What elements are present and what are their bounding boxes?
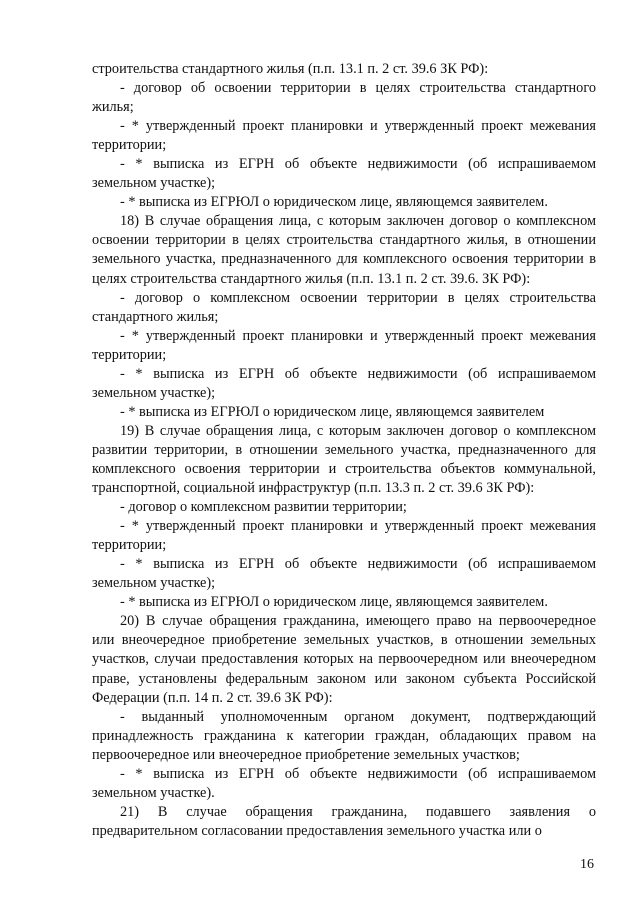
list-item: - * утвержденный проект планировки и утвержденный проект межевания территории;	[92, 327, 596, 363]
list-item: - * утвержденный проект планировки и утвержденный проект межевания территории;	[92, 118, 596, 154]
list-item: - выданный уполномоченным органом документ, подтверждающий принадлежность гражданина к категории граждан, обладающих правом на первоочередное или внеочередное приобретение земельных участков;	[92, 708, 596, 763]
clause-19: 19) В случае обращения лица, с которым заключен договор о комплексном развитии территории, в отношении земельного участка, предназначенного для комплексного освоения территории и строительства объектов коммунальной, транспортной, социальной инфраструктур (п.п. 13.3 п. 2 ст. 39.6 ЗК РФ):	[92, 422, 596, 497]
list-item: - договор об освоении территории в целях строительства стандартного жилья;	[92, 80, 596, 116]
clause-21: 21) В случае обращения гражданина, подавшего заявления о предварительном согласовании предоставления земельного участка или о	[92, 803, 596, 839]
list-item: - * выписка из ЕГРН об объекте недвижимости (об испрашиваемом земельном участке);	[92, 556, 596, 592]
list-item: - * выписка из ЕГРЮЛ о юридическом лице, являющемся заявителем.	[120, 594, 548, 611]
list-item: - * выписка из ЕГРН об объекте недвижимости (об испрашиваемом земельном участке);	[92, 365, 596, 401]
paragraph-continuation: строительства стандартного жилья (п.п. 13.1 п. 2 ст. 39.6 ЗК РФ):	[92, 61, 489, 77]
page-number: 16	[580, 857, 594, 872]
list-item: - * выписка из ЕГРЮЛ о юридическом лице, являющемся заявителем.	[120, 194, 548, 211]
list-item: - договор о комплексном развитии территории;	[120, 499, 407, 516]
list-item: - * выписка из ЕГРН об объекте недвижимости (об испрашиваемом земельном участке).	[92, 765, 596, 801]
list-item: - договор о комплексном освоении территории в целях строительства стандартного жилья;	[92, 289, 596, 325]
list-item: - * выписка из ЕГРЮЛ о юридическом лице, являющемся заявителем	[120, 403, 545, 420]
document-body	[92, 60, 596, 841]
list-item: - * утвержденный проект планировки и утвержденный проект межевания территории;	[92, 518, 596, 554]
list-item: - * выписка из ЕГРН об объекте недвижимости (об испрашиваемом земельном участке);	[92, 156, 596, 192]
clause-18: 18) В случае обращения лица, с которым заключен договор о комплексном освоении территории в целях строительства стандартного жилья, в отношении земельного участка, предназначенного для комплексного освоения территории в целях строительства стандартного жилья (п.п. 13.1 п. 2 ст. 39.6. ЗК РФ):	[92, 213, 596, 287]
clause-20: 20) В случае обращения гражданина, имеющего право на первоочередное или внеочередное приобретение земельных участков, в отношении земельных участков, случаи предоставления которых на первоочередном или внеочередном праве, установлены федеральным законом или законом субъекта Российской Федерации (п.п. 14 п. 2 ст. 39.6 ЗК РФ):	[92, 613, 596, 706]
